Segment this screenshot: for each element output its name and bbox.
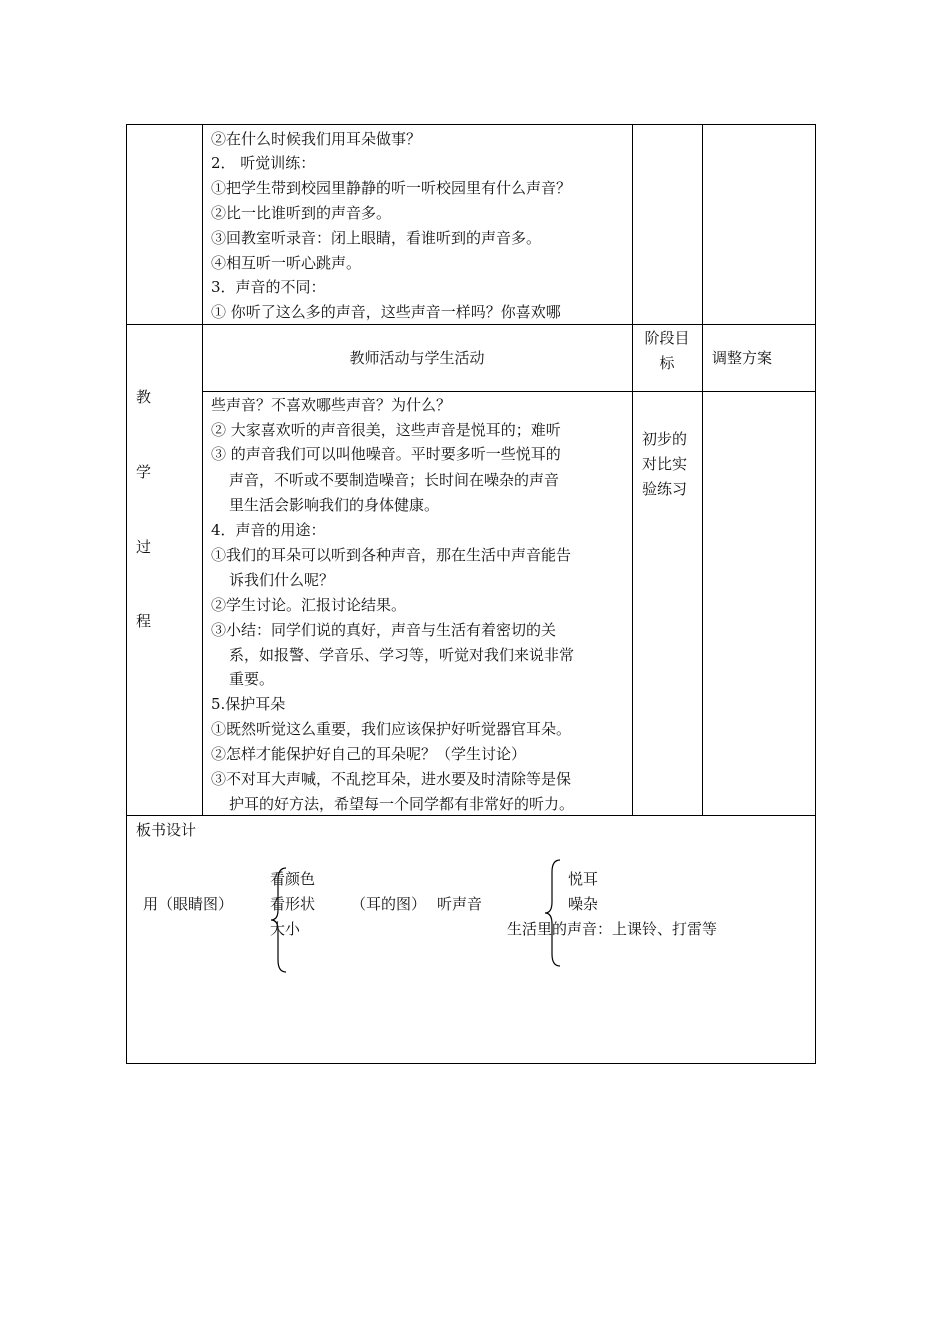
main-line: 里生活会影响我们的身体健康。 [229, 496, 440, 514]
table-border-top [126, 124, 816, 125]
goal-line: 对比实 [642, 455, 688, 473]
table-border-left [126, 124, 127, 1064]
row-divider-header-top [126, 324, 816, 325]
row-divider-board [126, 815, 816, 816]
main-line: ② 大家喜欢听的声音很美，这些声音是悦耳的；难听 [211, 421, 561, 439]
main-line: 声音，不听或不要制造噪音；长时间在噪杂的声音 [229, 471, 560, 489]
left-label-char: 学 [136, 463, 152, 481]
right-brace [542, 858, 564, 968]
main-line: 护耳的好方法，希望每一个同学都有非常好的听力。 [229, 795, 575, 813]
main-line: ②学生讨论。汇报讨论结果。 [211, 596, 407, 614]
main-line: 诉我们什么呢？ [229, 571, 335, 589]
goal-line: 初步的 [642, 430, 688, 448]
ear-label: （耳的图） [351, 895, 427, 913]
main-line: 些声音？不喜欢哪些声音？为什么？ [211, 396, 452, 414]
goal-line: 验练习 [642, 480, 688, 498]
sound-item: 悦耳 [568, 870, 599, 888]
top-line: ③回教室听录音：闭上眼睛，看谁听到的声音多。 [211, 229, 542, 247]
col-divider-3 [702, 124, 703, 816]
main-line: ③ 的声音我们可以叫他噪音。平时要多听一些悦耳的 [211, 445, 561, 463]
row-divider-header-bottom [202, 391, 816, 392]
main-line: ①既然听觉这么重要，我们应该保护好听觉器官耳朵。 [211, 720, 572, 738]
main-line: 系，如报警、学音乐、学习等，听觉对我们来说非常 [229, 646, 575, 664]
main-line: ③不对耳大声喊，不乱挖耳朵，进水要及时清除等是保 [211, 770, 572, 788]
col-divider-1 [202, 124, 203, 816]
listen-label: 听声音 [437, 895, 483, 913]
left-label-char: 教 [136, 388, 152, 406]
main-line: ③小结：同学们说的真好，声音与生活有着密切的关 [211, 621, 557, 639]
left-label-char: 程 [136, 612, 152, 630]
top-line: 2． 听觉训练： [211, 154, 316, 172]
top-line: ②在什么时候我们用耳朵做事？ [211, 130, 422, 148]
life-sounds: 生活里的声音：上课铃、打雷等 [507, 920, 718, 938]
sound-item: 噪杂 [568, 895, 599, 913]
top-line: ④相互听一听心跳声。 [211, 254, 362, 272]
goal-header-line2: 标 [659, 354, 675, 372]
eye-item: 看形状 [270, 895, 316, 913]
goal-header-line1: 阶段目 [644, 329, 690, 347]
table-border-right [815, 124, 816, 1064]
main-line: 5.保护耳朵 [211, 695, 286, 713]
main-line: 重要。 [229, 670, 275, 688]
eye-item: 看颜色 [270, 870, 316, 888]
top-line: ②比一比谁听到的声音多。 [211, 204, 392, 222]
activity-header: 教师活动与学生活动 [349, 349, 485, 367]
left-label-char: 过 [136, 538, 152, 556]
col-divider-2 [632, 124, 633, 816]
top-line: ①把学生带到校园里静静的听一听校园里有什么声音？ [211, 179, 572, 197]
adjust-header: 调整方案 [712, 349, 773, 367]
main-line: ②怎样才能保护好自己的耳朵呢？（学生讨论） [211, 745, 527, 763]
eye-label: 用（眼睛图） [143, 895, 234, 913]
board-title: 板书设计 [136, 821, 197, 839]
main-line: 4．声音的用途： [211, 521, 326, 539]
top-line: 3．声音的不同： [211, 278, 326, 296]
top-line: ① 你听了这么多的声音，这些声音一样吗？你喜欢哪 [211, 303, 561, 321]
main-line: ①我们的耳朵可以听到各种声音，那在生活中声音能告 [211, 546, 572, 564]
table-border-bottom [126, 1063, 816, 1064]
eye-item: 大小 [270, 920, 301, 938]
